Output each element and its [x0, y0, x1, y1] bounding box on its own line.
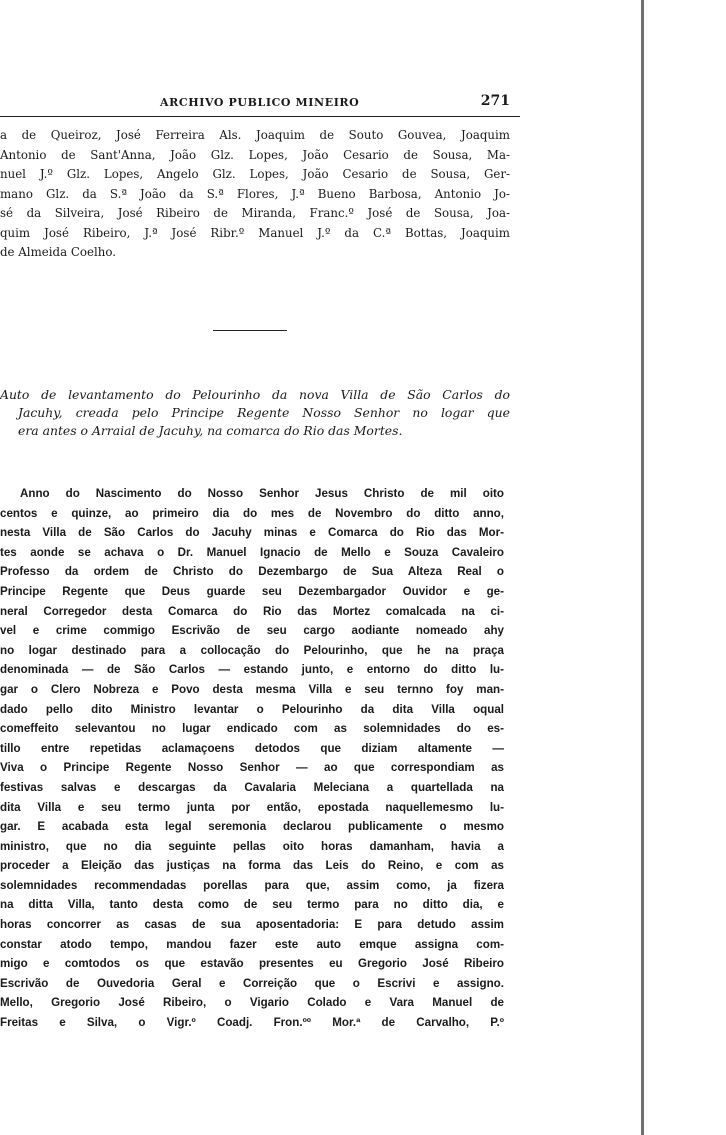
body-text [0, 484, 504, 1033]
body-line: tes aonde se achava o Dr. Manuel Ignacio de Mello e Souza Cavaleiro [0, 545, 504, 559]
body-line: Principe Regente que Deus guarde seu Dezembargador Ouvidor e ge- [0, 584, 504, 598]
title-line: Jacuhy, creada pelo Principe Regente Nosso Senhor no logar que [18, 405, 510, 420]
document-title [0, 386, 510, 440]
body-line: neral Corregedor desta Comarca do Rio das Mortez comalcada na ci- [0, 604, 504, 618]
signatories-line: nuel J.º Glz. Lopes, Angelo Glz. Lopes, João Cesario de Sousa, Ger- [0, 167, 510, 181]
body-line: dita Villa e seu termo junta por então, epostada naquellemesmo lu- [0, 800, 504, 814]
signatories-line: de Almeida Coelho. [0, 245, 116, 259]
signatories-line: mano Glz. da S.ª João da S.ª Flores, J.ª Bueno Barbosa, Antonio Jo- [0, 186, 510, 201]
body-line: horas concorrer as casas de sua aposentadoria: E para detudo assim [0, 918, 504, 932]
title-line: era antes o Arraial de Jacuhy, na comarca do Rio das Mortes. [18, 423, 403, 438]
signatories-list [0, 126, 510, 263]
body-line: Escrivão de Ouvedoria Geral e Correição que o Escrivi e assigno. [0, 976, 504, 990]
body-line: denominada — de São Carlos — estando junto, e entorno do ditto lu- [0, 663, 504, 677]
body-line: ministro, que no dia seguinte pellas oito horas damanham, havia a [0, 839, 504, 853]
body-line: centos e quinze, ao primeiro dia do mes de Novembro do ditto anno, [0, 506, 504, 520]
body-line: constar atodo tempo, mandou fazer este auto emque assigna com- [0, 937, 504, 951]
body-line: proceder a Eleição das justiças na forma das Leis do Reino, e com as [0, 859, 504, 873]
body-line: nesta Villa de São Carlos do Jacuhy minas e Comarca do Rio das Mor- [0, 526, 504, 540]
body-line: comeffeito selevantou no lugar endicado com as solemnidades do es- [0, 722, 504, 736]
body-line: Freitas e Silva, o Vigr.º Coadj. Fron.ºº Mor.ª de Carvalho, P.º [0, 1016, 504, 1030]
running-title: ARCHIVO PUBLICO MINEIRO [160, 96, 360, 109]
body-line: Viva o Principe Regente Nosso Senhor — ao que correspondiam as [0, 761, 504, 775]
body-line: tillo entre repetidas aclamaçoens detodos que diziam altamente — [0, 741, 504, 755]
body-line: vel e crime commigo Escrivão de seu cargo aodiante nomeado ahy [0, 624, 504, 638]
body-line: gar o Clero Nobreza e Povo desta mesma Villa e seu ternno foy man- [0, 682, 504, 696]
body-line: Mello, Gregorio José Ribeiro, o Vigario Colado e Vara Manuel de [0, 996, 504, 1010]
page-header [0, 92, 520, 117]
body-line: gar. E acabada esta legal seremonia declarou publicamente o mesmo [0, 820, 504, 834]
body-line: no logar destinado para a collocação do Pelourinho, que he na praça [0, 643, 504, 657]
body-line: migo e comtodos os que estavão presentes eu Gregorio José Ribeiro [0, 957, 504, 971]
signatories-line: quim José Ribeiro, J.ª José Ribr.º Manuel J.º da C.ª Bottas, Joaquim [0, 225, 510, 240]
body-line: Professo da ordem de Christo do Dezembargo de Sua Alteza Real o [0, 565, 504, 579]
body-line: dado pello dito Ministro levantar o Pelourinho da dita Villa oqual [0, 702, 504, 716]
body-line: festivas salvas e descargas da Cavalaria Meleciana a quartellada na [0, 780, 504, 794]
body-line: Anno do Nascimento do Nosso Senhor Jesus Christo de mil oito [20, 487, 504, 500]
page-number: 271 [480, 93, 510, 109]
signatories-line: sé da Silveira, José Ribeiro de Miranda, Franc.º José de Sousa, Joa- [0, 206, 510, 220]
section-divider [213, 330, 287, 331]
page-edge-line [641, 0, 644, 1135]
body-line: solemnidades recommendadas porellas para que, assim como, ja fizera [0, 878, 504, 892]
signatories-line: a de Queiroz, José Ferreira Als. Joaquim de Souto Gouvea, Joaquim [0, 128, 510, 142]
body-line: na ditta Villa, tanto desta como de seu termo para no ditto dia, e [0, 898, 504, 912]
signatories-line: Antonio de Sant'Anna, João Glz. Lopes, João Cesario de Sousa, Ma- [0, 147, 510, 162]
title-line: Auto de levantamento do Pelourinho da nova Villa de São Carlos do [0, 387, 510, 402]
